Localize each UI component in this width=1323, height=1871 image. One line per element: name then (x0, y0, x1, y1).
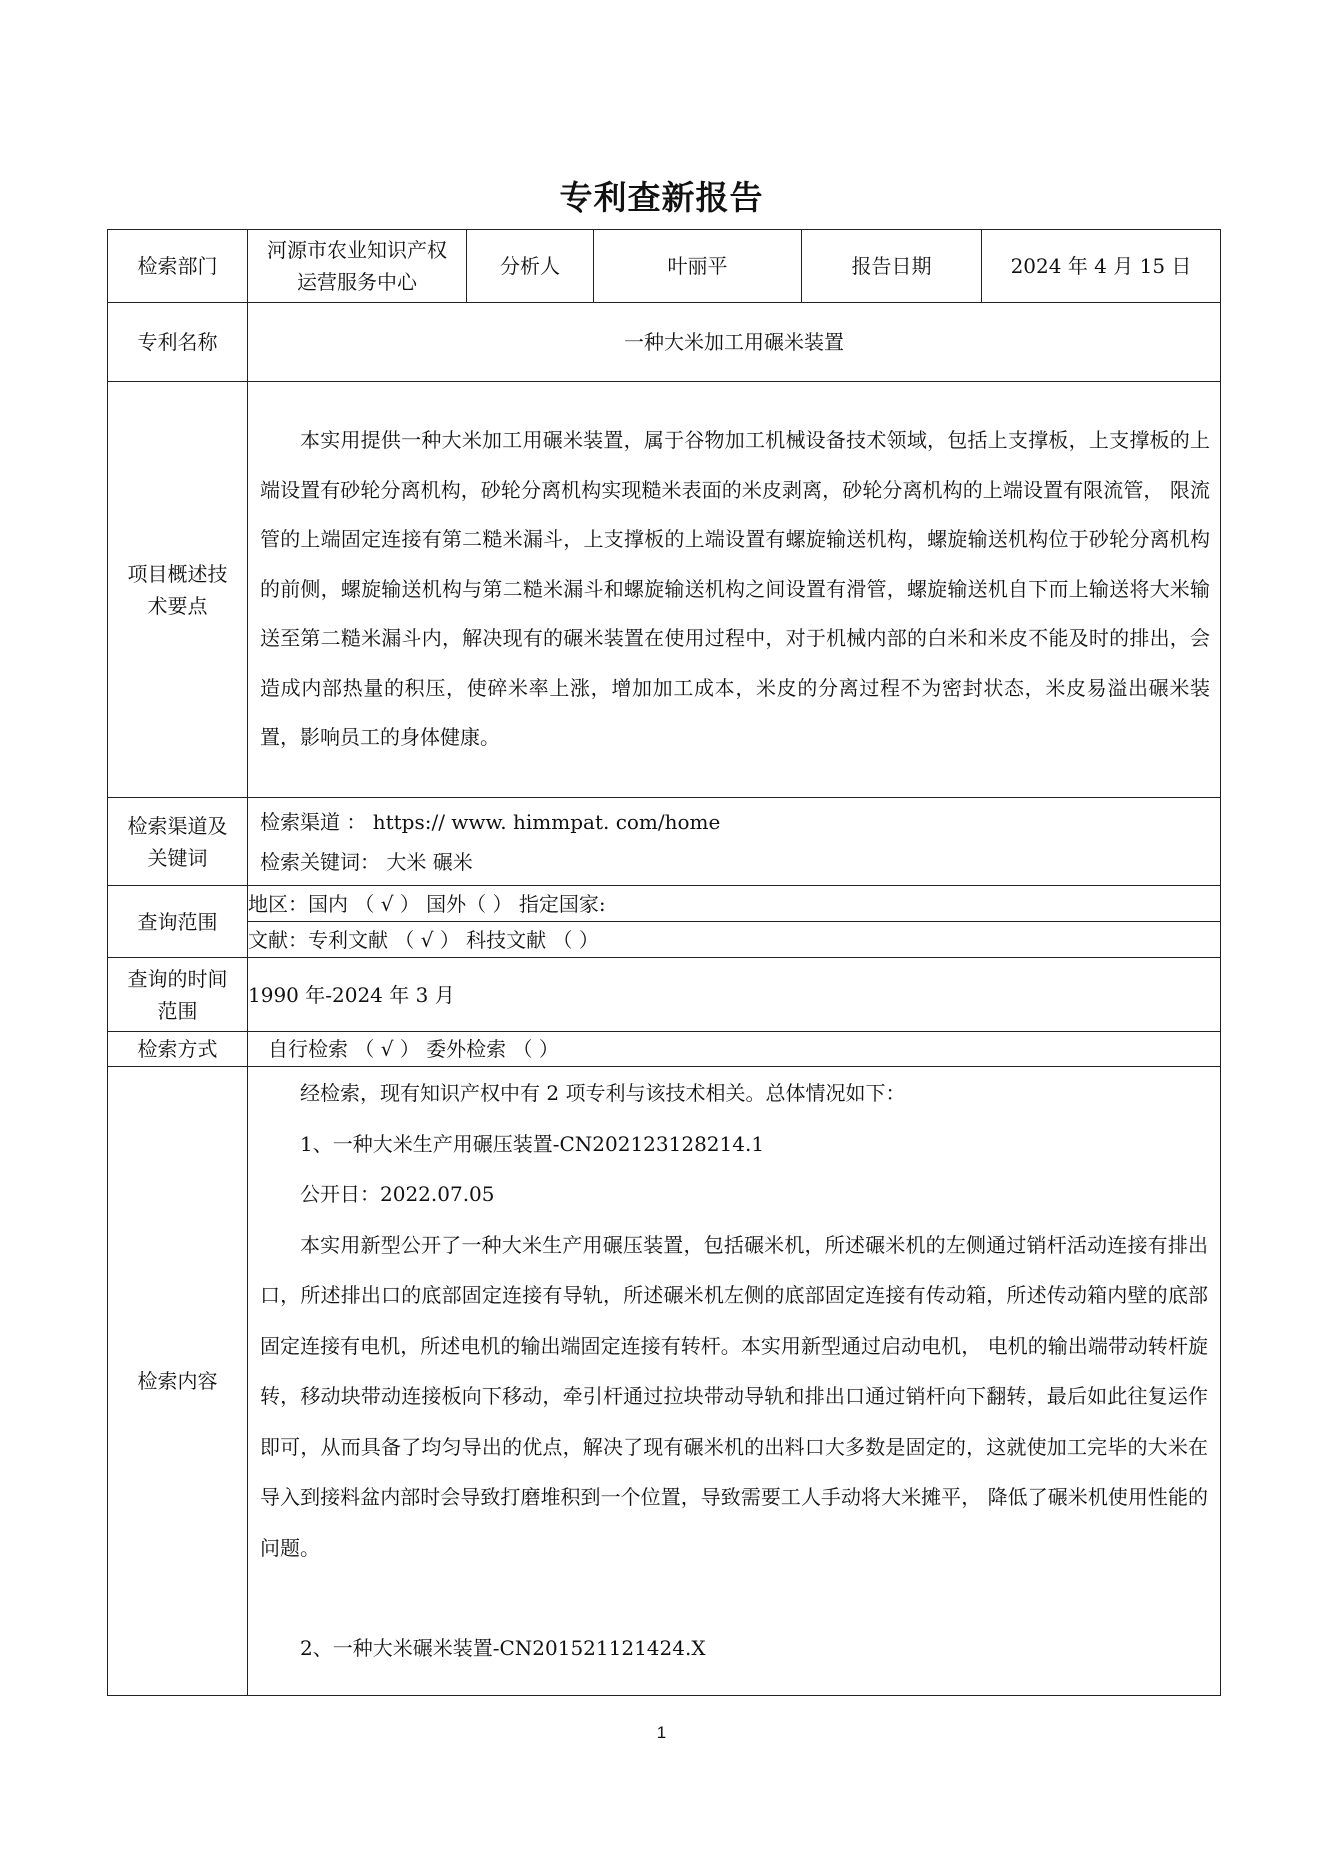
method-row (108, 1032, 1221, 1067)
literature-text: 文献：专利文献 （ √ ） 科技文献 （ ） (248, 922, 1221, 958)
method-value: 自行检索 （ √ ） 委外检索 （ ） (248, 1032, 1221, 1067)
content-label: 检索内容 (108, 1067, 248, 1696)
content-summary: 经检索，现有知识产权中有 2 项专利与该技术相关。总体情况如下： (300, 1081, 906, 1105)
overview-row (108, 382, 1221, 798)
patent-name-row (108, 303, 1221, 382)
date-value: 2024 年 4 月 15 日 (982, 230, 1221, 303)
result-1-title: 1、一种大米生产用碾压装置-CN202123128214.1 (300, 1131, 765, 1156)
channel-text: 检索渠道 ： https:// www. himmpat. com/home (260, 809, 721, 834)
result-1-text: 本实用新型公开了一种大米生产用碾压装置，包括碾米机，所述碾米机的左侧通过销杆活动连接有排出口，所述排出口的底部固定连接有导轨，所述碾米机左侧的底部固定连接有传动箱，所述传动箱内壁的底部固定连接有电机，所述电机的输出端固定连接有转杆。本实用新型通过启动电机， 电机的输出端带动转杆旋转，移动块带动连接板向下移动，牵引杆通过拉块带动导轨和排出口通过销杆向下翻转，最后如此往复运作即可，从而具备了均匀导出的优点，解决了现有碾米机的出料口大多数是固定的，这就使加工完毕的大米在导入到接料盆内部时会导致打磨堆积到一个位置，导致需要工人手动将大米摊平， 降低了碾米机使用性能的问题。 (260, 1232, 1208, 1560)
time-range-label: 查询的时间范围 (108, 958, 248, 1032)
patent-name-label: 专利名称 (108, 303, 248, 382)
analyst-value: 叶丽平 (594, 230, 802, 303)
scope-label: 查询范围 (108, 886, 248, 958)
result-2-title: 2、一种大米碾米装置-CN201521121424.X (300, 1636, 706, 1660)
time-range-row (108, 958, 1221, 1032)
date-label: 报告日期 (802, 230, 982, 303)
dept-label: 检索部门 (108, 230, 248, 303)
time-range-value: 1990 年-2024 年 3 月 (248, 958, 1221, 1032)
analyst-label: 分析人 (467, 230, 594, 303)
content-row (108, 1067, 1221, 1696)
channel-label: 检索渠道及关键词 (108, 798, 248, 886)
dept-value: 河源市农业知识产权运营服务中心 (248, 230, 467, 303)
page-number: 1 (656, 1723, 667, 1742)
page-title: 专利查新报告 (559, 178, 764, 217)
report-table (107, 229, 1221, 1696)
region-text: 地区：国内 （ √ ） 国外（ ） 指定国家: (248, 886, 1221, 922)
overview-label: 项目概述技术要点 (108, 382, 248, 798)
blank-spacer (248, 1573, 1220, 1623)
header-row (108, 230, 1221, 303)
scope-region-row (108, 886, 1221, 922)
channel-row (108, 798, 1221, 886)
overview-text: 本实用提供一种大米加工用碾米装置，属于谷物加工机械设备技术领域，包括上支撑板，上支撑板的上端设置有砂轮分离机构，砂轮分离机构实现糙米表面的米皮剥离，砂轮分离机构的上端设置有限流管， 限流管的上端固定连接有第二糙米漏斗，上支撑板的上端设置有螺旋输送机构，螺旋输送机构位于砂轮分离机构的前侧，螺旋输送机构与第二糙米漏斗和螺旋输送机构之间设置有滑管，螺旋输送机自下而上输送将大米输送至第二糙米漏斗内，解决现有的碾米装置在使用过程中，对于机械内部的白米和米皮不能及时的排出，会造成内部热量的积压，使碎米率上涨，增加加工成本，米皮的分离过程不为密封状态，米皮易溢出碾米装置，影响员工的身体健康。 (260, 428, 1210, 750)
result-1-date: 公开日：2022.07.05 (300, 1182, 495, 1206)
scope-literature-row (108, 922, 1221, 958)
keywords-text: 检索关键词： 大米 碾米 (260, 849, 473, 874)
patent-name-value: 一种大米加工用碾米装置 (248, 303, 1221, 382)
method-label: 检索方式 (108, 1032, 248, 1067)
